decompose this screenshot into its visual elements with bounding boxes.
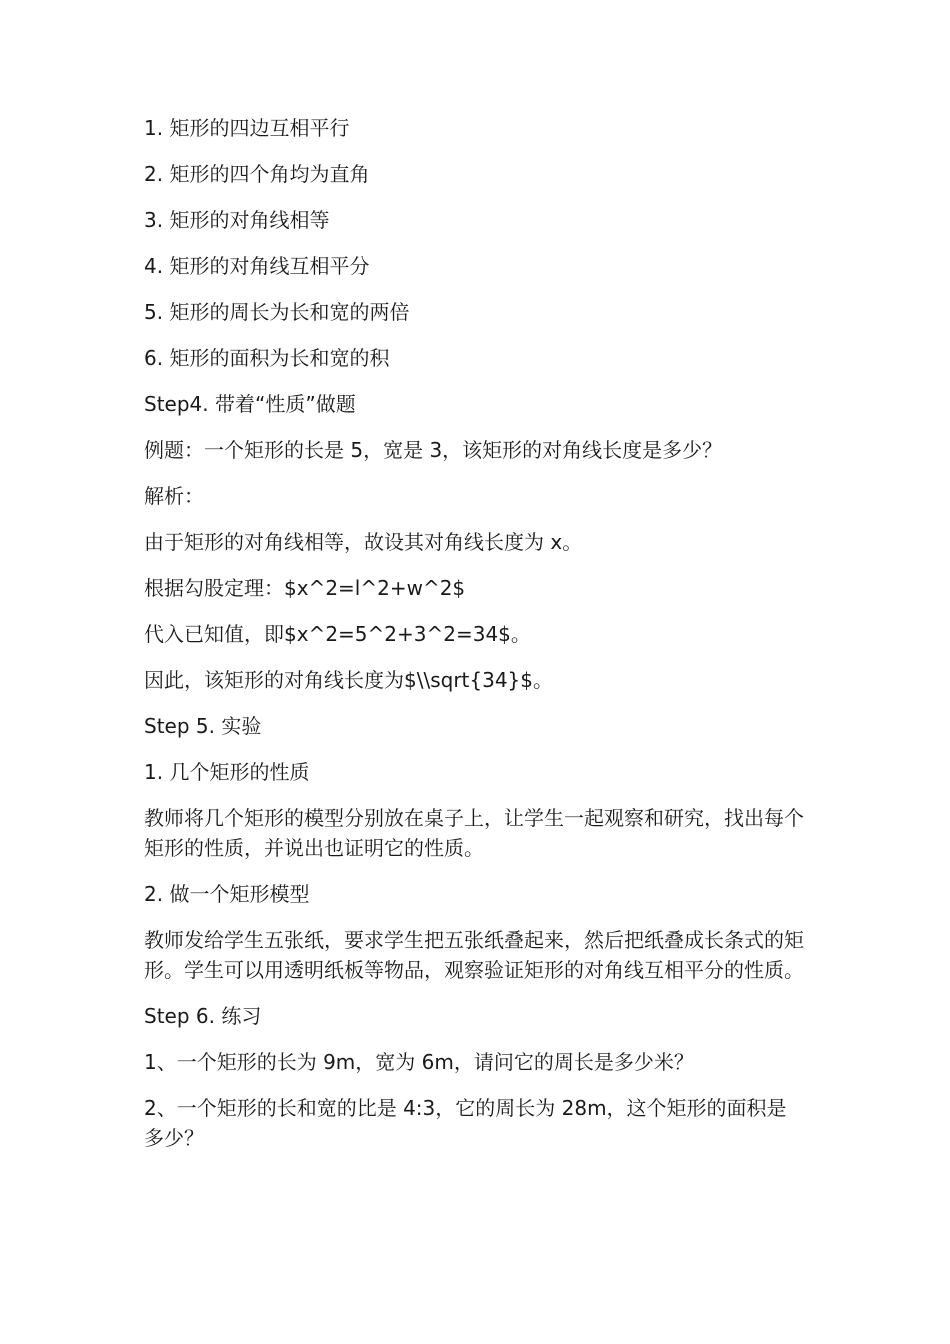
step4-heading: Step4. 带着“性质”做题 <box>144 392 356 416</box>
experiment-2-text: 教师发给学生五张纸，要求学生把五张纸叠起来，然后把纸叠成长条式的矩形。学生可以用透明纸板等物品，观察验证矩形的对角线互相平分的性质。 <box>144 928 804 982</box>
experiment-2-title: 2. 做一个矩形模型 <box>144 882 310 906</box>
property-6: 6. 矩形的面积为长和宽的积 <box>144 346 390 370</box>
step6-heading: Step 6. 练习 <box>144 1004 262 1028</box>
document-page <box>144 113 804 1169</box>
property-2: 2. 矩形的四个角均为直角 <box>144 162 370 186</box>
analysis-line-3: 代入已知值，即$x^2=5^2+3^2=34$。 <box>144 622 531 646</box>
step5-heading: Step 5. 实验 <box>144 714 262 738</box>
property-3: 3. 矩形的对角线相等 <box>144 208 330 232</box>
analysis-label: 解析： <box>144 484 204 508</box>
experiment-1-text: 教师将几个矩形的模型分别放在桌子上，让学生一起观察和研究，找出每个矩形的性质，并说出也证明它的性质。 <box>144 806 804 860</box>
property-4: 4. 矩形的对角线互相平分 <box>144 254 370 278</box>
property-5: 5. 矩形的周长为长和宽的两倍 <box>144 300 410 324</box>
analysis-line-1: 由于矩形的对角线相等，故设其对角线长度为 x。 <box>144 530 583 554</box>
analysis-line-2: 根据勾股定理：$x^2=l^2+w^2$ <box>144 576 466 600</box>
exercise-2: 2、一个矩形的长和宽的比是 4:3，它的周长为 28m，这个矩形的面积是多少？ <box>144 1096 787 1150</box>
example-question: 例题：一个矩形的长是 5，宽是 3，该矩形的对角线长度是多少？ <box>144 438 723 462</box>
exercise-1: 1、一个矩形的长为 9m，宽为 6m，请问它的周长是多少米？ <box>144 1050 694 1074</box>
property-1: 1. 矩形的四边互相平行 <box>144 116 350 140</box>
analysis-line-4: 因此，该矩形的对角线长度为$\\sqrt{34}$。 <box>144 668 554 692</box>
experiment-1-title: 1. 几个矩形的性质 <box>144 760 310 784</box>
